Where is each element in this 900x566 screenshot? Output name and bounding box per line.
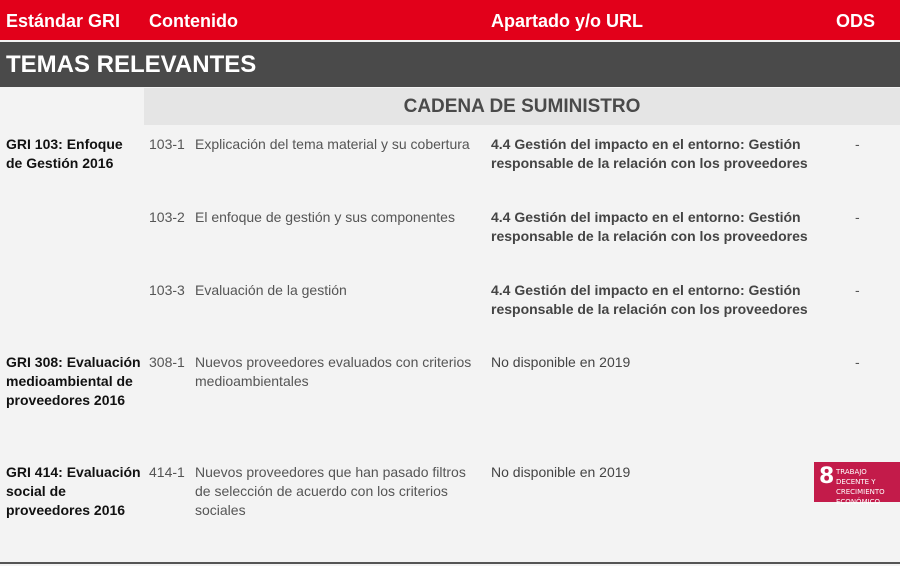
sdg-number: 8 <box>819 464 835 489</box>
subsection-title: CADENA DE SUMINISTRO <box>403 96 641 117</box>
header-section: Apartado y/o URL <box>491 11 644 31</box>
bottom-divider <box>0 562 900 564</box>
content-description: Explicación del tema material y su cobertura <box>195 136 470 152</box>
standard-gri-103: GRI 103: Enfoque de Gestión 2016 <box>6 136 123 171</box>
standard-gri-414: GRI 414: Evaluación social de proveedores 2016 <box>6 464 141 518</box>
standard-gri-308: GRI 308: Evaluación medioambiental de proveedores 2016 <box>6 354 141 408</box>
header-standard: Estándar GRI <box>6 11 121 31</box>
content-code: 308-1 <box>149 354 185 370</box>
subsection-header <box>144 88 900 125</box>
section-reference: 4.4 Gestión del impacto en el entorno: Gestión responsable de la relación con los proveedores <box>491 282 808 317</box>
section-reference: No disponible en 2019 <box>491 464 631 480</box>
section-reference: 4.4 Gestión del impacto en el entorno: Gestión responsable de la relación con los proveedores <box>491 209 808 244</box>
table-header <box>0 0 900 40</box>
sdg-8-badge <box>814 462 900 506</box>
ods-value: - <box>855 136 860 152</box>
section-band <box>0 42 900 87</box>
section-reference: No disponible en 2019 <box>491 354 631 370</box>
content-code: 103-1 <box>149 136 185 152</box>
section-title: TEMAS RELEVANTES <box>6 51 257 78</box>
content-code: 414-1 <box>149 464 185 480</box>
content-code: 103-3 <box>149 282 185 298</box>
ods-value: - <box>855 209 860 225</box>
content-description: Nuevos proveedores evaluados con criterios medioambientales <box>195 354 472 389</box>
content-description: El enfoque de gestión y sus componentes <box>195 209 455 225</box>
content-code: 103-2 <box>149 209 185 225</box>
ods-value: - <box>855 354 860 370</box>
sdg-label: TRABAJO DECENTE Y CRECIMIENTO ECONÓMICO <box>836 468 885 506</box>
section-reference: 4.4 Gestión del impacto en el entorno: Gestión responsable de la relación con los proveedores <box>491 136 808 171</box>
content-description: Evaluación de la gestión <box>195 282 347 298</box>
header-content: Contenido <box>149 11 238 31</box>
content-description: Nuevos proveedores que han pasado filtros de selección de acuerdo con los criterios sociales <box>195 464 466 518</box>
ods-value: - <box>855 282 860 298</box>
header-ods: ODS <box>836 11 876 31</box>
